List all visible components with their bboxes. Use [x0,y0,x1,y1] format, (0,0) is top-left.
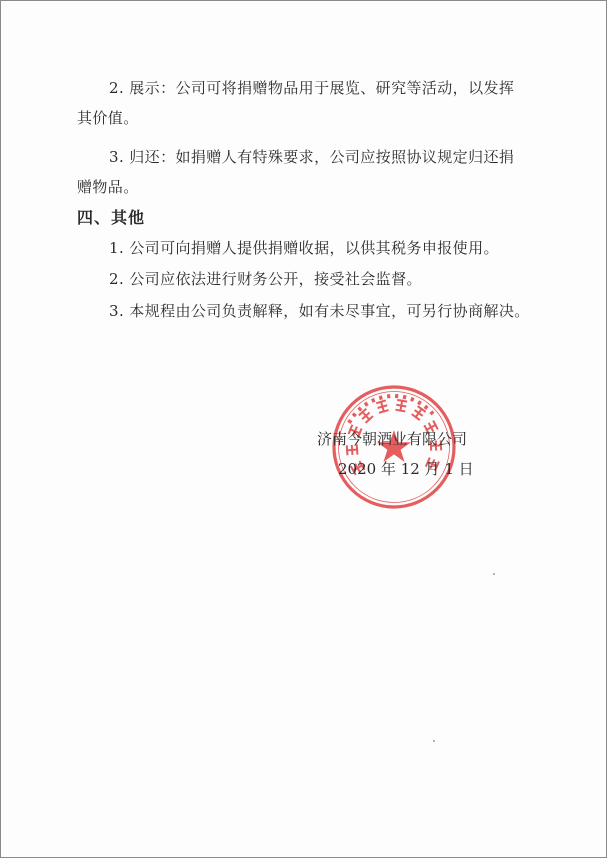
seal-serial-mark [417,400,422,405]
seal-character-mark [395,399,407,413]
paragraph-display-line2: 其价值。 [77,109,139,127]
paragraph-display [77,73,537,133]
scan-speck [433,740,435,742]
seal-character-mark [376,399,389,413]
paragraph-return [77,142,537,202]
seal-serial-mark [357,407,362,412]
signature-date: 2020 年 12 月 1 日 [338,460,474,478]
seal-serial-mark [371,398,376,403]
seal-serial-mark [403,395,407,400]
signature-company: 济南今朝酒业有限公司 [317,430,468,448]
seal-serial-mark [410,397,414,402]
seal-serial-mark [347,419,352,424]
seal-serial-mark [379,395,383,400]
list-item: 3. 本规程由公司负责解释，如有未尽事宜，可另行协商解决。 [109,302,530,320]
seal-serial-mark [352,412,357,417]
seal-serial-mark [395,394,398,398]
paragraph-return-line2: 赠物品。 [77,178,139,196]
paragraph-display-line1: 2. 展示：公司可将捐赠物品用于展览、研究等活动，以发挥 [109,79,515,97]
seal-serial-mark [429,410,434,415]
paragraph-return-line1: 3. 归还：如捐赠人有特殊要求，公司应按照协议规定归还捐 [109,148,515,166]
section-heading-other: 四、其他 [77,208,146,227]
list-item: 1. 公司可向捐赠人提供捐赠收据，以供其税务申报使用。 [109,239,499,257]
seal-serial-mark [387,394,391,398]
seal-serial-mark [424,405,429,410]
seal-serial-mark [364,402,369,407]
list-item: 2. 公司应依法进行财务公开，接受社会监督。 [109,270,422,288]
scan-speck [493,573,495,575]
